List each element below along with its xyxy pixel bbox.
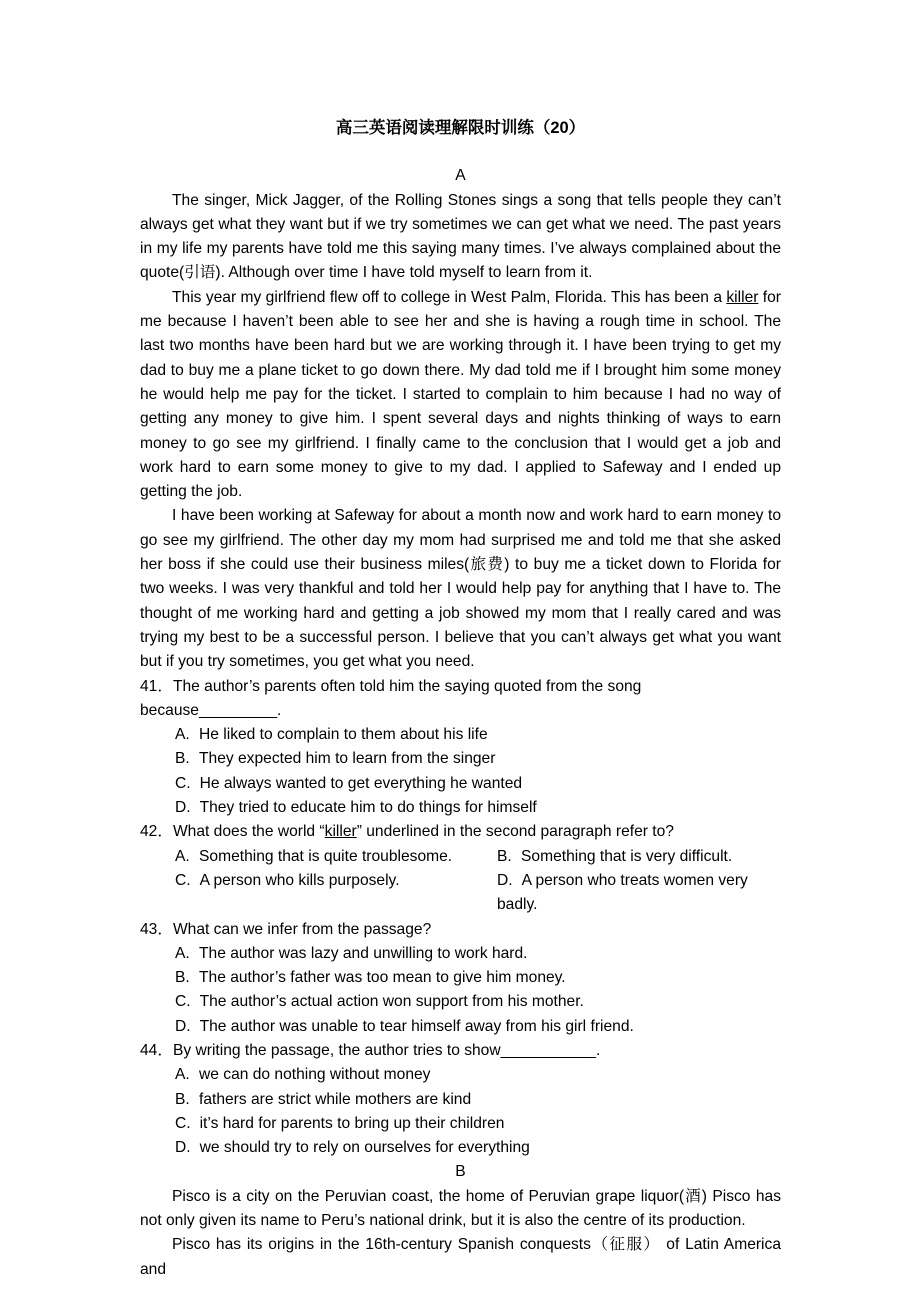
option-42-c-text: A person who kills purposely.: [199, 871, 400, 889]
passage-a-paragraph-3: I have been working at Safeway for about a month now and work hard to earn money to go see my girlfriend. The other day my mom had surprised me and told me that she asked her boss if she could use their business miles(旅费) to buy me a ticket down to Florida for two weeks. I was very thankful and told her I would help pay for anything that I have to. The thought of me working hard and getting a job showed my mom that I really cared and was trying my best to be a successful person. I believe that you can’t always get what you want but if you try sometimes, you get what you need.: [140, 507, 781, 671]
option-43-a-text: The author was lazy and unwilling to work hard.: [199, 944, 528, 962]
question-41: [140, 675, 781, 821]
option-42-d: [497, 869, 781, 918]
question-42-stem: [140, 820, 781, 844]
question-41-options: [175, 723, 781, 820]
option-42-b-label: B.: [497, 847, 512, 865]
question-44-number: 44．: [140, 1041, 173, 1059]
question-43-options: [175, 942, 781, 1039]
question-42-underlined-word: killer: [324, 823, 357, 841]
option-44-d: [175, 1136, 781, 1160]
option-44-d-label: D.: [175, 1139, 191, 1157]
option-44-a-label: A.: [175, 1066, 190, 1084]
option-41-d: [175, 796, 781, 820]
option-42-c: [175, 869, 497, 918]
option-44-d-text: we should try to rely on ourselves for everything: [199, 1139, 530, 1157]
option-42-a-text: Something that is quite troublesome.: [199, 847, 453, 865]
passage-a-paragraph-1: The singer, Mick Jagger, of the Rolling Stones sings a song that tells people they can’t always get what they want but if we try sometimes we can get what we need. The past years in my life my parents have told me this saying many times. I’ve always complained about the quote(引语). Although over time I have told myself to learn from it.: [140, 191, 781, 282]
option-43-c: [175, 990, 781, 1014]
option-41-a-text: He liked to complain to them about his life: [199, 726, 488, 744]
underlined-word-killer: killer: [726, 288, 759, 306]
question-42-options: [175, 845, 781, 918]
option-44-b-label: B.: [175, 1090, 190, 1108]
question-42: [140, 820, 781, 917]
option-41-c: [175, 772, 781, 796]
option-41-a: [175, 723, 781, 747]
option-42-b-text: Something that is very difficult.: [521, 847, 733, 865]
option-43-d-label: D.: [175, 1017, 191, 1035]
question-41-number: 41．: [140, 677, 173, 695]
option-44-a: [175, 1063, 781, 1087]
doc-title: 高三英语阅读理解限时训练（20）: [335, 119, 586, 137]
question-44-stem-text: By writing the passage, the author tries to show___________.: [172, 1041, 601, 1059]
option-42-c-label: C.: [175, 871, 191, 889]
question-43-stem-text: What can we infer from the passage?: [172, 920, 432, 938]
option-41-d-label: D.: [175, 799, 191, 817]
option-42-b: [497, 845, 781, 869]
option-42-a-label: A.: [175, 847, 190, 865]
option-41-b: [175, 747, 781, 771]
option-41-b-text: They expected him to learn from the singer: [199, 750, 496, 768]
question-42-stem-before: What does the world “: [172, 823, 325, 841]
option-43-c-label: C.: [175, 993, 191, 1011]
passage-a-paragraph-2-text-before: This year my girlfriend flew off to college in West Palm, Florida. This has been a: [172, 288, 727, 306]
question-41-stem: [140, 675, 781, 724]
passage-b-paragraph-2: Pisco has its origins in the 16th-century Spanish conquests（征服） of Latin America and: [140, 1236, 781, 1278]
question-43-number: 43．: [140, 920, 173, 938]
option-43-b-text: The author’s father was too mean to give him money.: [199, 969, 566, 987]
option-42-a: [175, 845, 497, 869]
passage-b-paragraph-1: Pisco is a city on the Peruvian coast, the home of Peruvian grape liquor(酒) Pisco has not only given its name to Peru’s national drink, but it is also the centre of its production.: [140, 1187, 781, 1230]
option-44-b: [175, 1088, 781, 1112]
option-43-b-label: B.: [175, 969, 190, 987]
option-43-d: [175, 1015, 781, 1039]
option-44-c-text: it’s hard for parents to bring up their children: [199, 1114, 505, 1132]
question-44-stem: [140, 1039, 781, 1063]
question-44-options: [175, 1063, 781, 1160]
option-41-d-text: They tried to educate him to do things for himself: [199, 799, 537, 817]
option-41-a-label: A.: [175, 726, 190, 744]
option-44-b-text: fathers are strict while mothers are kind: [199, 1090, 472, 1108]
question-43-stem: [140, 918, 781, 942]
option-42-d-text: A person who treats women very badly.: [497, 871, 748, 914]
option-43-a-label: A.: [175, 944, 190, 962]
option-43-c-text: The author’s actual action won support from his mother.: [199, 993, 584, 1011]
passage-a-paragraph-2-text-after: for me because I haven’t been able to see her and she is having a rough time in school. The last two months have been hard but we are working through it. I have been trying to get my dad to buy me a plane ticket to go down there. My dad told me if I brought him some money he would help me pay for the ticket. I started to complain to him because I had no way of getting any money to give him. I spent several days and nights thinking of ways to earn money to go see my girlfriend. I finally came to the conclusion that I would get a job and work hard to earn some money to give to my dad. I applied to Safeway and I ended up getting the job.: [140, 288, 782, 501]
option-41-c-label: C.: [175, 774, 191, 792]
option-41-c-text: He always wanted to get everything he wanted: [199, 774, 523, 792]
question-43: [140, 918, 781, 1039]
option-41-b-label: B.: [175, 750, 190, 768]
question-42-stem-after: ” underlined in the second paragraph refer to?: [356, 823, 674, 841]
option-42-d-label: D.: [497, 871, 513, 889]
option-44-a-text: we can do nothing without money: [199, 1066, 431, 1084]
section-b-label: B: [455, 1163, 466, 1181]
option-44-c-label: C.: [175, 1114, 191, 1132]
question-44: [140, 1039, 781, 1160]
option-43-a: [175, 942, 781, 966]
option-43-d-text: The author was unable to tear himself away from his girl friend.: [199, 1017, 634, 1035]
question-42-number: 42．: [140, 823, 173, 841]
option-44-c: [175, 1112, 781, 1136]
section-a-label: A: [455, 167, 466, 185]
question-41-stem-text: The author’s parents often told him the saying quoted from the song because_________.: [140, 677, 642, 719]
passage-a-paragraph-2: [140, 286, 781, 505]
option-43-b: [175, 966, 781, 990]
